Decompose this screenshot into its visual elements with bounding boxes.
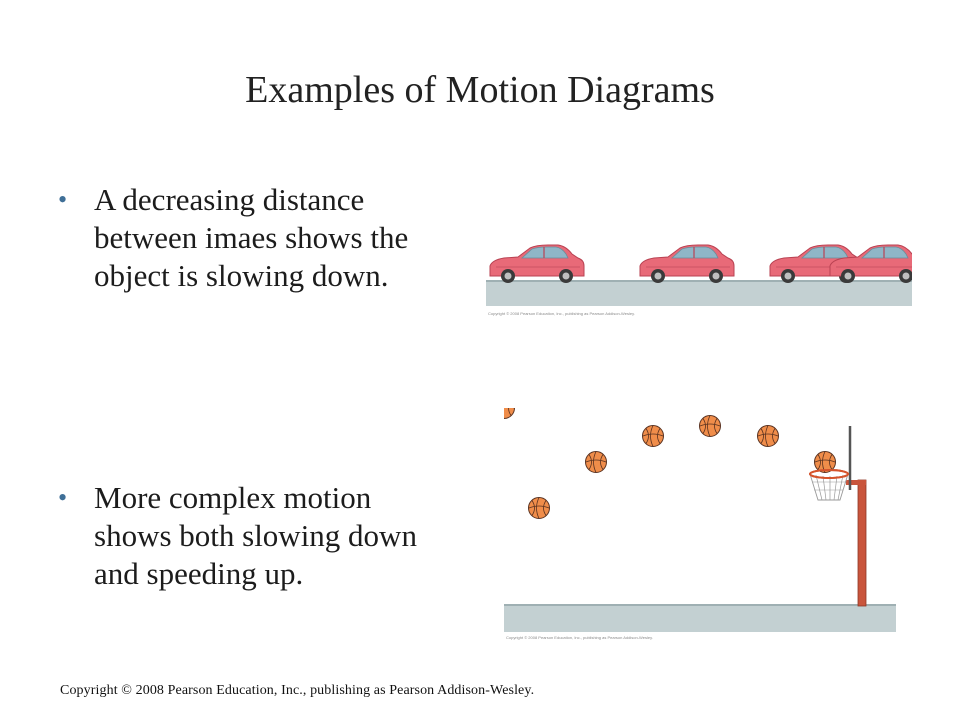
- car-motion-diagram: [486, 236, 912, 320]
- hoop-post: [858, 480, 866, 606]
- bullet-text: More complex motion shows both slowing down and speeding up.: [94, 480, 417, 591]
- bullet-text: A decreasing distance between imaes shows the object is slowing down.: [94, 182, 409, 293]
- basketball-motion-diagram: [504, 408, 896, 644]
- bullet-marker: •: [58, 185, 68, 214]
- court-ground: [504, 604, 896, 632]
- ball-image-2: [586, 452, 607, 473]
- hoop-net: [810, 470, 848, 500]
- court-edge: [504, 604, 896, 606]
- ball-image-5: [758, 426, 779, 447]
- ball-image-4: [700, 416, 721, 437]
- cars-figure-caption: Copyright © 2008 Pearson Education, Inc., publishing as Pearson Addison-Wesley.: [488, 311, 635, 316]
- slide-title: Examples of Motion Diagrams: [245, 69, 715, 111]
- ball-image-3: [643, 426, 664, 447]
- bullet-complex-motion: [58, 479, 448, 593]
- car-image-2: [640, 245, 734, 283]
- bullet-marker: •: [58, 483, 68, 512]
- road-ground: [486, 280, 912, 306]
- bullet-slowing-down: [58, 181, 448, 295]
- slide-copyright: Copyright © 2008 Pearson Education, Inc., publishing as Pearson Addison-Wesley.: [60, 683, 535, 698]
- ball-figure-caption: Copyright © 2008 Pearson Education, Inc., publishing as Pearson Addison-Wesley.: [506, 635, 653, 640]
- ball-image-1: [529, 498, 550, 519]
